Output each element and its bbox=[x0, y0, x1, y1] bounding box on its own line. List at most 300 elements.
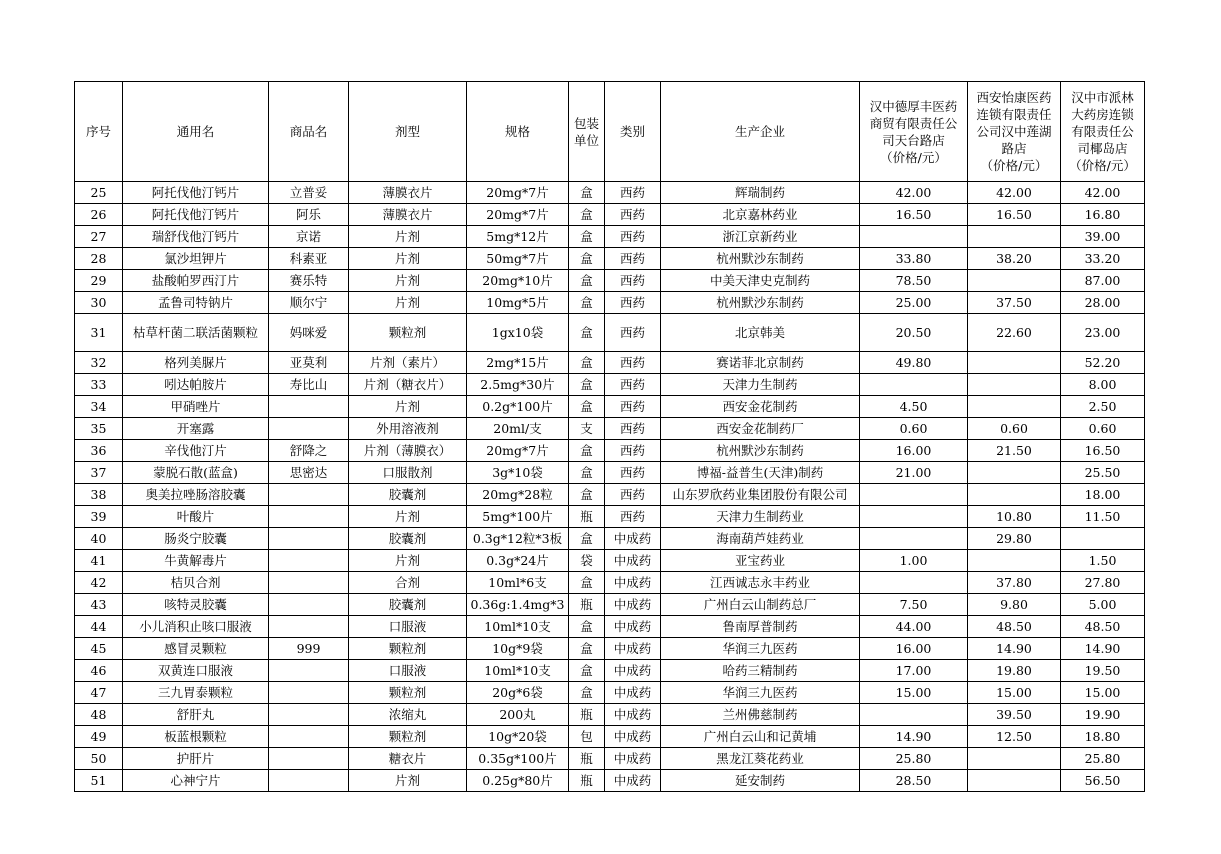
table-row bbox=[75, 594, 1145, 616]
table-row bbox=[75, 638, 1145, 660]
cell-index: 35 bbox=[75, 418, 123, 440]
cell-specification: 3g*10袋 bbox=[467, 462, 569, 484]
table-row bbox=[75, 572, 1145, 594]
cell-store2-price: 16.50 bbox=[968, 204, 1061, 226]
cell-specification: 0.36g:1.4mg*3 bbox=[467, 594, 569, 616]
cell-brand-name bbox=[269, 396, 349, 418]
cell-dosage-form: 片剂（糖衣片） bbox=[349, 374, 467, 396]
cell-dosage-form: 颗粒剂 bbox=[349, 314, 467, 352]
cell-store3-price: 19.50 bbox=[1061, 660, 1145, 682]
col-header-specification: 规格 bbox=[467, 82, 569, 182]
cell-store2-price bbox=[968, 484, 1061, 506]
cell-index: 41 bbox=[75, 550, 123, 572]
cell-specification: 2.5mg*30片 bbox=[467, 374, 569, 396]
cell-specification: 0.35g*100片 bbox=[467, 748, 569, 770]
cell-store1-price: 16.50 bbox=[860, 204, 968, 226]
cell-index: 26 bbox=[75, 204, 123, 226]
cell-category: 西药 bbox=[605, 182, 661, 204]
cell-manufacturer: 黑龙江葵花药业 bbox=[661, 748, 860, 770]
cell-generic-name: 阿托伐他汀钙片 bbox=[123, 182, 269, 204]
cell-store1-price: 7.50 bbox=[860, 594, 968, 616]
col-header-generic-name: 通用名 bbox=[123, 82, 269, 182]
cell-store3-price: 19.90 bbox=[1061, 704, 1145, 726]
cell-pack-unit: 盒 bbox=[569, 314, 605, 352]
cell-store1-price: 16.00 bbox=[860, 638, 968, 660]
cell-dosage-form: 片剂 bbox=[349, 396, 467, 418]
cell-category: 中成药 bbox=[605, 748, 661, 770]
cell-pack-unit: 瓶 bbox=[569, 594, 605, 616]
cell-category: 西药 bbox=[605, 226, 661, 248]
cell-generic-name: 蒙脱石散(蓝盒) bbox=[123, 462, 269, 484]
cell-index: 40 bbox=[75, 528, 123, 550]
cell-generic-name: 肠炎宁胶囊 bbox=[123, 528, 269, 550]
cell-pack-unit: 盒 bbox=[569, 660, 605, 682]
cell-store2-price: 38.20 bbox=[968, 248, 1061, 270]
price-table bbox=[74, 81, 1145, 792]
cell-category: 西药 bbox=[605, 396, 661, 418]
cell-brand-name: 赛乐特 bbox=[269, 270, 349, 292]
cell-manufacturer: 浙江京新药业 bbox=[661, 226, 860, 248]
cell-brand-name: 舒降之 bbox=[269, 440, 349, 462]
cell-generic-name: 吲达帕胺片 bbox=[123, 374, 269, 396]
cell-category: 西药 bbox=[605, 314, 661, 352]
cell-pack-unit: 盒 bbox=[569, 204, 605, 226]
cell-store2-price bbox=[968, 226, 1061, 248]
col-header-store3-price bbox=[1061, 82, 1145, 182]
cell-dosage-form: 口服散剂 bbox=[349, 462, 467, 484]
cell-index: 31 bbox=[75, 314, 123, 352]
cell-specification: 0.3g*24片 bbox=[467, 550, 569, 572]
cell-manufacturer: 海南葫芦娃药业 bbox=[661, 528, 860, 550]
table-row bbox=[75, 226, 1145, 248]
cell-manufacturer: 西安金花制药 bbox=[661, 396, 860, 418]
cell-generic-name: 牛黄解毒片 bbox=[123, 550, 269, 572]
cell-index: 38 bbox=[75, 484, 123, 506]
cell-store3-price: 25.80 bbox=[1061, 748, 1145, 770]
cell-brand-name: 999 bbox=[269, 638, 349, 660]
table-row bbox=[75, 550, 1145, 572]
cell-store2-price: 10.80 bbox=[968, 506, 1061, 528]
cell-dosage-form: 片剂 bbox=[349, 248, 467, 270]
header-row bbox=[75, 82, 1145, 182]
cell-specification: 2mg*15片 bbox=[467, 352, 569, 374]
cell-brand-name: 妈咪爱 bbox=[269, 314, 349, 352]
cell-dosage-form: 片剂 bbox=[349, 226, 467, 248]
cell-category: 西药 bbox=[605, 352, 661, 374]
cell-generic-name: 舒肝丸 bbox=[123, 704, 269, 726]
cell-store2-price bbox=[968, 396, 1061, 418]
cell-specification: 1gx10袋 bbox=[467, 314, 569, 352]
cell-dosage-form: 胶囊剂 bbox=[349, 594, 467, 616]
cell-category: 西药 bbox=[605, 374, 661, 396]
cell-store1-price: 14.90 bbox=[860, 726, 968, 748]
table-row bbox=[75, 270, 1145, 292]
cell-store2-price: 15.00 bbox=[968, 682, 1061, 704]
cell-generic-name: 小儿消积止咳口服液 bbox=[123, 616, 269, 638]
cell-category: 中成药 bbox=[605, 594, 661, 616]
cell-store3-price: 48.50 bbox=[1061, 616, 1145, 638]
cell-store3-price: 27.80 bbox=[1061, 572, 1145, 594]
cell-dosage-form: 片剂 bbox=[349, 550, 467, 572]
cell-store1-price: 4.50 bbox=[860, 396, 968, 418]
cell-specification: 10ml*6支 bbox=[467, 572, 569, 594]
cell-specification: 10g*20袋 bbox=[467, 726, 569, 748]
cell-generic-name: 瑞舒伐他汀钙片 bbox=[123, 226, 269, 248]
store2-line: 路店 bbox=[1001, 141, 1027, 156]
cell-store2-price bbox=[968, 550, 1061, 572]
cell-specification: 0.3g*12粒*3板 bbox=[467, 528, 569, 550]
cell-manufacturer: 鲁南厚普制药 bbox=[661, 616, 860, 638]
cell-manufacturer: 西安金花制药厂 bbox=[661, 418, 860, 440]
cell-store3-price: 42.00 bbox=[1061, 182, 1145, 204]
cell-specification: 20mg*7片 bbox=[467, 182, 569, 204]
cell-brand-name bbox=[269, 704, 349, 726]
cell-index: 51 bbox=[75, 770, 123, 792]
cell-brand-name bbox=[269, 594, 349, 616]
cell-store1-price: 44.00 bbox=[860, 616, 968, 638]
cell-generic-name: 双黄连口服液 bbox=[123, 660, 269, 682]
cell-category: 西药 bbox=[605, 462, 661, 484]
cell-category: 西药 bbox=[605, 440, 661, 462]
cell-generic-name: 开塞露 bbox=[123, 418, 269, 440]
table-row bbox=[75, 770, 1145, 792]
cell-generic-name: 阿托伐他汀钙片 bbox=[123, 204, 269, 226]
cell-generic-name: 感冒灵颗粒 bbox=[123, 638, 269, 660]
table-row bbox=[75, 182, 1145, 204]
cell-brand-name bbox=[269, 418, 349, 440]
cell-store2-price: 14.90 bbox=[968, 638, 1061, 660]
cell-store3-price: 11.50 bbox=[1061, 506, 1145, 528]
cell-brand-name bbox=[269, 682, 349, 704]
store2-line: 西安怡康医药 bbox=[976, 90, 1052, 105]
cell-generic-name: 氯沙坦钾片 bbox=[123, 248, 269, 270]
cell-store3-price: 1.50 bbox=[1061, 550, 1145, 572]
cell-store1-price bbox=[860, 484, 968, 506]
cell-generic-name: 奥美拉唑肠溶胶囊 bbox=[123, 484, 269, 506]
cell-generic-name: 桔贝合剂 bbox=[123, 572, 269, 594]
cell-pack-unit: 盒 bbox=[569, 396, 605, 418]
cell-store3-price: 16.50 bbox=[1061, 440, 1145, 462]
cell-index: 25 bbox=[75, 182, 123, 204]
cell-manufacturer: 北京嘉林药业 bbox=[661, 204, 860, 226]
col-header-pack-unit bbox=[569, 82, 605, 182]
cell-store1-price: 17.00 bbox=[860, 660, 968, 682]
cell-category: 中成药 bbox=[605, 528, 661, 550]
table-body bbox=[75, 182, 1145, 792]
cell-category: 西药 bbox=[605, 270, 661, 292]
cell-category: 西药 bbox=[605, 204, 661, 226]
cell-index: 34 bbox=[75, 396, 123, 418]
cell-store2-price: 42.00 bbox=[968, 182, 1061, 204]
cell-specification: 0.2g*100片 bbox=[467, 396, 569, 418]
cell-dosage-form: 口服液 bbox=[349, 616, 467, 638]
cell-index: 37 bbox=[75, 462, 123, 484]
cell-pack-unit: 袋 bbox=[569, 550, 605, 572]
cell-dosage-form: 颗粒剂 bbox=[349, 638, 467, 660]
cell-specification: 20mg*10片 bbox=[467, 270, 569, 292]
cell-specification: 10g*9袋 bbox=[467, 638, 569, 660]
cell-category: 中成药 bbox=[605, 550, 661, 572]
cell-store1-price: 21.00 bbox=[860, 462, 968, 484]
store2-line: 连锁有限责任 bbox=[976, 107, 1052, 122]
cell-category: 西药 bbox=[605, 248, 661, 270]
cell-dosage-form: 片剂（薄膜衣） bbox=[349, 440, 467, 462]
cell-brand-name bbox=[269, 770, 349, 792]
cell-specification: 200丸 bbox=[467, 704, 569, 726]
cell-manufacturer: 北京韩美 bbox=[661, 314, 860, 352]
cell-pack-unit: 盒 bbox=[569, 182, 605, 204]
cell-index: 46 bbox=[75, 660, 123, 682]
cell-index: 27 bbox=[75, 226, 123, 248]
cell-dosage-form: 糖衣片 bbox=[349, 748, 467, 770]
cell-index: 33 bbox=[75, 374, 123, 396]
cell-pack-unit: 盒 bbox=[569, 528, 605, 550]
pack-unit-line: 包装 bbox=[573, 115, 599, 131]
cell-store3-price: 0.60 bbox=[1061, 418, 1145, 440]
cell-store3-price: 52.20 bbox=[1061, 352, 1145, 374]
cell-specification: 5mg*100片 bbox=[467, 506, 569, 528]
table-row bbox=[75, 660, 1145, 682]
cell-store2-price: 37.50 bbox=[968, 292, 1061, 314]
cell-manufacturer: 天津力生制药业 bbox=[661, 506, 860, 528]
cell-pack-unit: 盒 bbox=[569, 248, 605, 270]
cell-store2-price bbox=[968, 462, 1061, 484]
cell-manufacturer: 哈药三精制药 bbox=[661, 660, 860, 682]
cell-store1-price: 15.00 bbox=[860, 682, 968, 704]
cell-dosage-form: 片剂 bbox=[349, 270, 467, 292]
cell-manufacturer: 江西诚志永丰药业 bbox=[661, 572, 860, 594]
cell-generic-name: 辛伐他汀片 bbox=[123, 440, 269, 462]
cell-pack-unit: 盒 bbox=[569, 638, 605, 660]
cell-dosage-form: 片剂（素片） bbox=[349, 352, 467, 374]
cell-manufacturer: 中美天津史克制药 bbox=[661, 270, 860, 292]
cell-brand-name bbox=[269, 506, 349, 528]
cell-generic-name: 板蓝根颗粒 bbox=[123, 726, 269, 748]
cell-brand-name: 京诺 bbox=[269, 226, 349, 248]
cell-manufacturer: 山东罗欣药业集团股份有限公司 bbox=[661, 484, 860, 506]
cell-store1-price bbox=[860, 704, 968, 726]
table-row bbox=[75, 352, 1145, 374]
table-row bbox=[75, 528, 1145, 550]
cell-category: 西药 bbox=[605, 506, 661, 528]
cell-store3-price: 14.90 bbox=[1061, 638, 1145, 660]
cell-store3-price: 39.00 bbox=[1061, 226, 1145, 248]
cell-specification: 10mg*5片 bbox=[467, 292, 569, 314]
cell-manufacturer: 亚宝药业 bbox=[661, 550, 860, 572]
table-row bbox=[75, 462, 1145, 484]
cell-specification: 20mg*28粒 bbox=[467, 484, 569, 506]
cell-index: 42 bbox=[75, 572, 123, 594]
cell-store3-price: 28.00 bbox=[1061, 292, 1145, 314]
cell-pack-unit: 盒 bbox=[569, 484, 605, 506]
table-row bbox=[75, 374, 1145, 396]
cell-store3-price bbox=[1061, 528, 1145, 550]
cell-manufacturer: 华润三九医药 bbox=[661, 638, 860, 660]
cell-manufacturer: 兰州佛慈制药 bbox=[661, 704, 860, 726]
cell-store1-price: 1.00 bbox=[860, 550, 968, 572]
col-header-store1-price bbox=[860, 82, 968, 182]
cell-store2-price: 9.80 bbox=[968, 594, 1061, 616]
cell-store1-price: 49.80 bbox=[860, 352, 968, 374]
cell-index: 36 bbox=[75, 440, 123, 462]
cell-pack-unit: 盒 bbox=[569, 616, 605, 638]
table-row bbox=[75, 292, 1145, 314]
cell-brand-name: 亚莫利 bbox=[269, 352, 349, 374]
cell-store3-price: 23.00 bbox=[1061, 314, 1145, 352]
table-row bbox=[75, 204, 1145, 226]
cell-dosage-form: 胶囊剂 bbox=[349, 484, 467, 506]
cell-pack-unit: 盒 bbox=[569, 270, 605, 292]
store1-line: 汉中德厚丰医药 bbox=[869, 98, 958, 114]
cell-specification: 5mg*12片 bbox=[467, 226, 569, 248]
cell-store2-price: 19.80 bbox=[968, 660, 1061, 682]
cell-category: 西药 bbox=[605, 292, 661, 314]
table-row bbox=[75, 248, 1145, 270]
cell-pack-unit: 盒 bbox=[569, 226, 605, 248]
cell-store1-price bbox=[860, 506, 968, 528]
cell-dosage-form: 合剂 bbox=[349, 572, 467, 594]
cell-store2-price bbox=[968, 374, 1061, 396]
table-row bbox=[75, 314, 1145, 352]
cell-pack-unit: 盒 bbox=[569, 682, 605, 704]
cell-pack-unit: 盒 bbox=[569, 352, 605, 374]
cell-store3-price: 87.00 bbox=[1061, 270, 1145, 292]
cell-dosage-form: 片剂 bbox=[349, 506, 467, 528]
cell-store1-price: 20.50 bbox=[860, 314, 968, 352]
cell-store2-price: 0.60 bbox=[968, 418, 1061, 440]
cell-pack-unit: 瓶 bbox=[569, 506, 605, 528]
cell-specification: 50mg*7片 bbox=[467, 248, 569, 270]
cell-specification: 20mg*7片 bbox=[467, 204, 569, 226]
cell-dosage-form: 颗粒剂 bbox=[349, 682, 467, 704]
cell-brand-name: 顺尔宁 bbox=[269, 292, 349, 314]
store1-line: 司天台路店 bbox=[882, 132, 945, 148]
cell-store2-price: 22.60 bbox=[968, 314, 1061, 352]
cell-pack-unit: 瓶 bbox=[569, 704, 605, 726]
cell-pack-unit: 瓶 bbox=[569, 748, 605, 770]
cell-store1-price: 28.50 bbox=[860, 770, 968, 792]
cell-store3-price: 8.00 bbox=[1061, 374, 1145, 396]
cell-category: 中成药 bbox=[605, 726, 661, 748]
cell-manufacturer: 广州白云山制药总厂 bbox=[661, 594, 860, 616]
cell-store1-price bbox=[860, 572, 968, 594]
cell-pack-unit: 包 bbox=[569, 726, 605, 748]
cell-specification: 0.25g*80片 bbox=[467, 770, 569, 792]
cell-generic-name: 心神宁片 bbox=[123, 770, 269, 792]
cell-generic-name: 三九胃泰颗粒 bbox=[123, 682, 269, 704]
cell-manufacturer: 赛诺菲北京制药 bbox=[661, 352, 860, 374]
cell-store3-price: 2.50 bbox=[1061, 396, 1145, 418]
cell-category: 中成药 bbox=[605, 770, 661, 792]
pack-unit-line: 单位 bbox=[573, 132, 599, 148]
cell-dosage-form: 薄膜衣片 bbox=[349, 182, 467, 204]
table-row bbox=[75, 704, 1145, 726]
cell-index: 50 bbox=[75, 748, 123, 770]
cell-pack-unit: 支 bbox=[569, 418, 605, 440]
table-row bbox=[75, 418, 1145, 440]
store2-line: 公司汉中莲湖 bbox=[976, 124, 1052, 139]
cell-store2-price: 37.80 bbox=[968, 572, 1061, 594]
cell-brand-name bbox=[269, 550, 349, 572]
cell-index: 47 bbox=[75, 682, 123, 704]
cell-store2-price bbox=[968, 352, 1061, 374]
cell-generic-name: 孟鲁司特钠片 bbox=[123, 292, 269, 314]
cell-store1-price: 78.50 bbox=[860, 270, 968, 292]
cell-store3-price: 5.00 bbox=[1061, 594, 1145, 616]
cell-index: 30 bbox=[75, 292, 123, 314]
cell-dosage-form: 胶囊剂 bbox=[349, 528, 467, 550]
cell-category: 中成药 bbox=[605, 704, 661, 726]
cell-index: 48 bbox=[75, 704, 123, 726]
cell-specification: 20mg*7片 bbox=[467, 440, 569, 462]
cell-dosage-form: 片剂 bbox=[349, 770, 467, 792]
cell-pack-unit: 盒 bbox=[569, 440, 605, 462]
cell-dosage-form: 口服液 bbox=[349, 660, 467, 682]
cell-generic-name: 盐酸帕罗西汀片 bbox=[123, 270, 269, 292]
cell-manufacturer: 延安制药 bbox=[661, 770, 860, 792]
cell-index: 28 bbox=[75, 248, 123, 270]
cell-store2-price: 21.50 bbox=[968, 440, 1061, 462]
cell-store2-price bbox=[968, 770, 1061, 792]
cell-generic-name: 护肝片 bbox=[123, 748, 269, 770]
cell-generic-name: 咳特灵胶囊 bbox=[123, 594, 269, 616]
col-header-category: 类别 bbox=[605, 82, 661, 182]
cell-index: 45 bbox=[75, 638, 123, 660]
cell-store1-price: 0.60 bbox=[860, 418, 968, 440]
store1-line: 商贸有限责任公 bbox=[869, 115, 958, 131]
cell-manufacturer: 博福-益普生(天津)制药 bbox=[661, 462, 860, 484]
table-row bbox=[75, 682, 1145, 704]
cell-category: 中成药 bbox=[605, 682, 661, 704]
cell-pack-unit: 盒 bbox=[569, 374, 605, 396]
table-row bbox=[75, 440, 1145, 462]
cell-store3-price: 18.80 bbox=[1061, 726, 1145, 748]
cell-pack-unit: 瓶 bbox=[569, 770, 605, 792]
cell-pack-unit: 盒 bbox=[569, 462, 605, 484]
cell-brand-name bbox=[269, 748, 349, 770]
cell-store2-price bbox=[968, 270, 1061, 292]
table-row bbox=[75, 726, 1145, 748]
cell-store1-price: 25.80 bbox=[860, 748, 968, 770]
cell-index: 49 bbox=[75, 726, 123, 748]
cell-brand-name bbox=[269, 572, 349, 594]
table-row bbox=[75, 396, 1145, 418]
cell-specification: 10ml*10支 bbox=[467, 660, 569, 682]
cell-pack-unit: 盒 bbox=[569, 292, 605, 314]
cell-store3-price: 16.80 bbox=[1061, 204, 1145, 226]
cell-store3-price: 18.00 bbox=[1061, 484, 1145, 506]
cell-store1-price: 16.00 bbox=[860, 440, 968, 462]
cell-index: 43 bbox=[75, 594, 123, 616]
cell-pack-unit: 盒 bbox=[569, 572, 605, 594]
cell-specification: 10ml*10支 bbox=[467, 616, 569, 638]
cell-store1-price bbox=[860, 528, 968, 550]
cell-brand-name: 思密达 bbox=[269, 462, 349, 484]
col-header-manufacturer: 生产企业 bbox=[661, 82, 860, 182]
cell-store2-price: 48.50 bbox=[968, 616, 1061, 638]
cell-store1-price bbox=[860, 374, 968, 396]
cell-category: 中成药 bbox=[605, 660, 661, 682]
store1-line: （价格/元） bbox=[880, 149, 947, 165]
col-header-store2-price bbox=[968, 82, 1061, 182]
cell-store2-price: 39.50 bbox=[968, 704, 1061, 726]
store3-line: 大药房连锁 bbox=[1071, 107, 1134, 122]
cell-generic-name: 叶酸片 bbox=[123, 506, 269, 528]
cell-brand-name: 阿乐 bbox=[269, 204, 349, 226]
cell-brand-name: 寿比山 bbox=[269, 374, 349, 396]
cell-category: 中成药 bbox=[605, 638, 661, 660]
table-row bbox=[75, 748, 1145, 770]
